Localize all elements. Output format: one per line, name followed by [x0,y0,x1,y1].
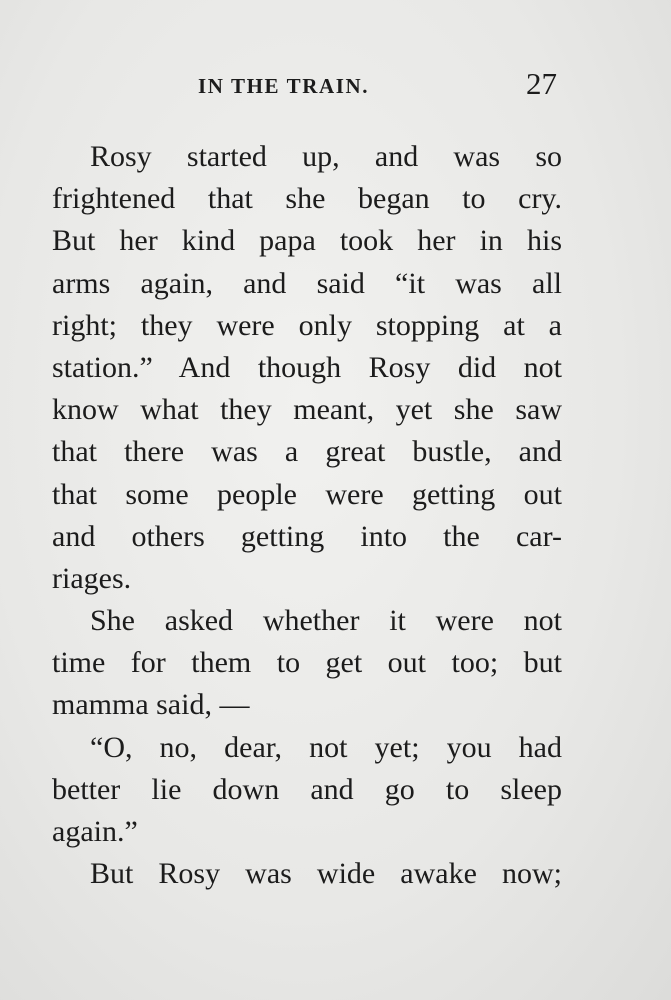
text-line: time for them to get out too; but [52,646,562,680]
page-number: 27 [526,66,557,101]
text-line: station.” And though Rosy did not [52,350,562,384]
text-line: right; they were only stopping at a [52,308,562,342]
text-line: But Rosy was wide awake now; [90,857,562,891]
text-line: mamma said, — [52,688,250,722]
text-line: know what they meant, yet she saw [52,393,562,427]
text-line: that there was a great bustle, and [52,435,562,469]
text-line: riages. [52,561,132,595]
running-head: IN THE TRAIN. [198,74,370,98]
text-line: Rosy started up, and was so [90,140,562,173]
text-line: again.” [52,815,138,848]
text-line: arms again, and said “it was all [52,266,562,300]
text-line: better lie down and go to sleep [52,772,562,806]
text-line: that some people were getting out [52,477,562,511]
text-line: and others getting into the car- [52,519,562,553]
text-line: frightened that she began to cry. [52,182,562,216]
body-text [52,136,562,895]
text-line: “O, no, dear, not yet; you had [90,730,562,764]
text-line: But her kind papa took her in his [52,224,562,258]
text-line: She asked whether it were not [90,604,562,638]
